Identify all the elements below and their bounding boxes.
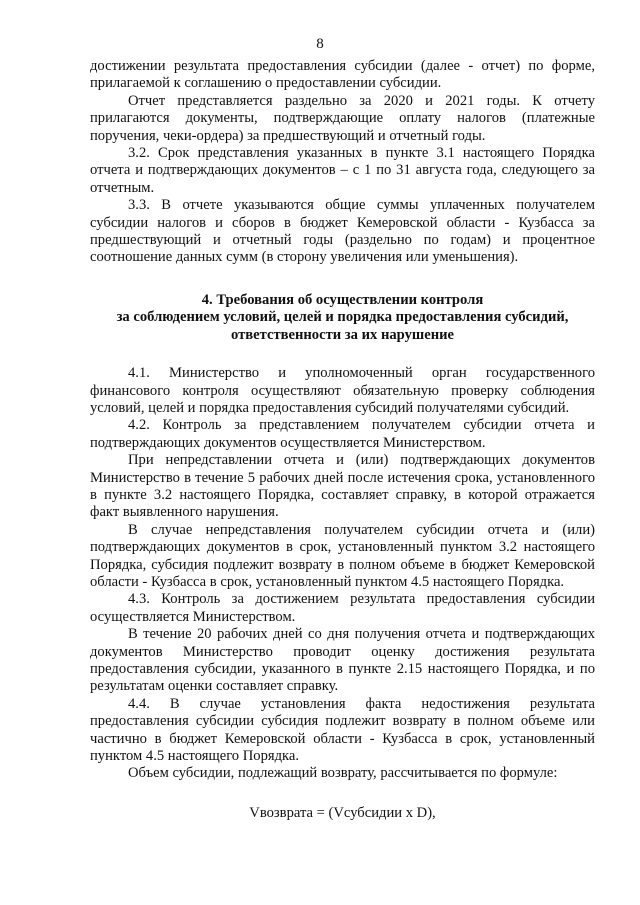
paragraph-non-submission: При непредставлении отчета и (или) подтверждающих документов Министерство в течение 5 рабочих дней после истечения срока, установленного в пункте 3.2 настоящего Порядка, составляет справку, в которой отражается факт выявленного нарушения. [90,452,595,521]
paragraph-4-2: 4.2. Контроль за представлением получателем субсидии отчета и подтверждающих документов осуществляется Министерством. [90,417,595,451]
spacer [90,783,595,805]
paragraph-4-3: 4.3. Контроль за достижением результата предоставления субсидии осуществляется Министерством. [90,591,595,625]
paragraph-3-3: 3.3. В отчете указываются общие суммы уплаченных получателем субсидии налогов и сборов в бюджет Кемеровской области - Кузбасса за предшествующий и отчетный годы (раздельно по годам) и процентное соотношение данных сумм (в сторону увеличения или уменьшения). [90,197,595,266]
refund-formula: Vвозврата = (Vсубсидии x D), [249,804,436,821]
page-number: 8 [316,36,324,52]
spacer [90,344,595,365]
document-body [90,58,595,822]
section-heading-line-2: за соблюдением условий, целей и порядка предоставления субсидий, [116,309,569,326]
paragraph-refund-in-full: В случае непредставления получателем субсидии отчета и (или) подтверждающих документов в срок, установленный пунктом 3.2 настоящего Порядка, субсидия подлежит возврату в полном объеме в бюджет Кемеровской области - Кузбасса в срок, установленный пунктом 4.5 настоящего Порядка. [90,521,595,590]
paragraph-3-2: 3.2. Срок представления указанных в пункте 3.1 настоящего Порядка отчета и подтверждающих документов – с 1 по 31 августа года, следующего за отчетным. [90,145,595,196]
paragraph-formula-intro: Объем субсидии, подлежащий возврату, рассчитывается по формуле: [128,765,558,782]
paragraph-4-4: 4.4. В случае установления факта недостижения результата предоставления субсидии субсидия подлежит возврату в полном объеме или частично в бюджет Кемеровской области - Кузбасса в срок, установленный пунктом 4.5 настоящего Порядка. [90,695,595,765]
paragraph-report-years: Отчет представляется раздельно за 2020 и 2021 годы. К отчету прилагаются документы, подтверждающие оплату налогов (платежные поручения, чеки-ордера) за предшествующий и отчетный годы. [90,92,595,144]
section-heading-line-3: ответственности за их нарушение [231,326,454,343]
section-heading-line-1: 4. Требования об осуществлении контроля [201,291,484,308]
spacer [90,267,595,292]
paragraph-continuation: достижении результата предоставления субсидии (далее - отчет) по форме, прилагаемой к соглашению о предоставлении субсидии. [90,58,595,92]
paragraph-4-1: 4.1. Министерство и уполномоченный орган государственного финансового контроля осуществляют обязательную проверку соблюдения условий, целей и порядка предоставления субсидий получателями субсидий. [90,365,595,416]
paragraph-assessment: В течение 20 рабочих дней со дня получения отчета и подтверждающих документов Министерство проводит оценку достижения результата предоставления субсидии, указанного в пункте 2.15 настоящего Порядка, и по результатам оценки составляет справку. [90,626,595,695]
